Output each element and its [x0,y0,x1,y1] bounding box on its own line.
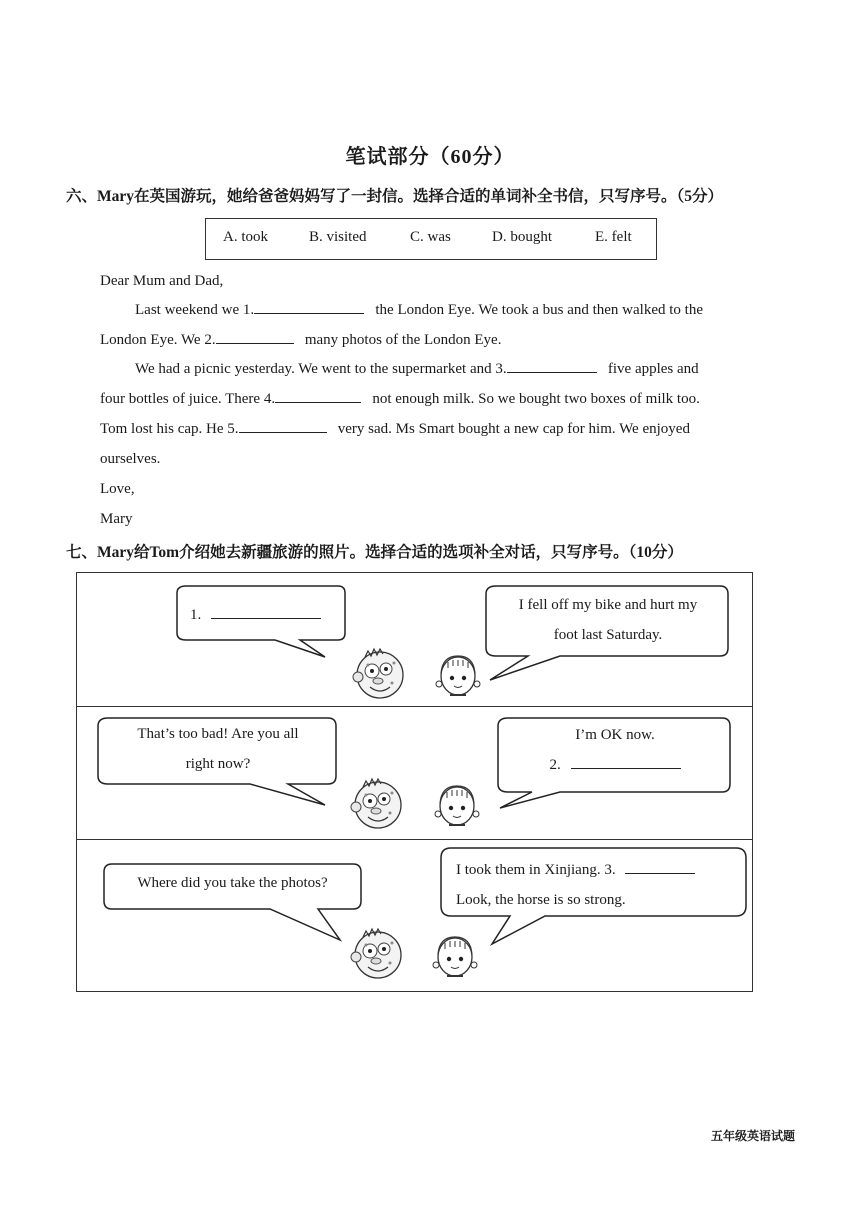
row3-mary-text: I took them in Xinjiang. 3. Look, the horse is so strong. [456,855,746,915]
letter-greeting: Dear Mum and Dad, [100,273,224,289]
row2-tom-character [351,779,401,828]
letter-closing: Love, [100,481,135,497]
letter-line-1: Last weekend we 1. the London Eye. We took a bus and then walked to the [135,295,835,325]
option-a: A. took [223,229,268,245]
option-c: C. was [410,229,451,245]
row2-tom-text: That’s too bad! Are you all right now? [137,726,299,772]
letter-line-4: four bottles of juice. There 4. not enough milk. So we bought two boxes of milk too. [100,384,800,414]
letter-signature: Mary [100,511,133,527]
row2-mary-text: I’m OK now. 2. [500,720,730,780]
page-title: 笔试部分（60分） [345,146,515,168]
row1-mary-character [436,656,480,695]
option-b: B. visited [309,229,367,245]
letter-line-5: Tom lost his cap. He 5. very sad. Ms Smart bought a new cap for him. We enjoyed [100,414,800,444]
option-d: D. bought [492,229,552,245]
row1-tom-character [353,649,403,698]
row2-mary-character [435,786,479,825]
row2-mary-line2: 2. [500,750,730,780]
row1-tom-text: 1. [190,600,321,630]
row3-mary-line1: I took them in Xinjiang. 3. [456,855,746,885]
option-e: E. felt [595,229,632,245]
dialogue-blank-1[interactable] [211,604,321,619]
row1-mary-text: I fell off my bike and hurt my foot last Saturday. [518,597,698,643]
dialogue-blank-2[interactable] [571,754,681,769]
dialogue-blank-3[interactable] [625,859,695,874]
letter-line-6: ourselves. [100,451,161,467]
section-six-heading: 六、Mary在英国游玩，她给爸爸妈妈写了一封信。选择合适的单词补全书信，只写序号。（5分） [66,188,724,205]
section-seven-heading: 七、Mary给Tom介绍她去新疆旅游的照片。选择合适的选项补全对话，只写序号。（10分） [66,544,683,561]
page-footer: 五年级英语试题 [710,1129,795,1143]
row3-tom-character [351,929,401,978]
letter-line-2: London Eye. We 2. many photos of the London Eye. [100,325,800,355]
row3-tom-text: Where did you take the photos? [137,875,328,891]
letter-line-3: We had a picnic yesterday. We went to the supermarket and 3. five apples and [135,354,835,384]
row3-mary-character [433,937,477,976]
